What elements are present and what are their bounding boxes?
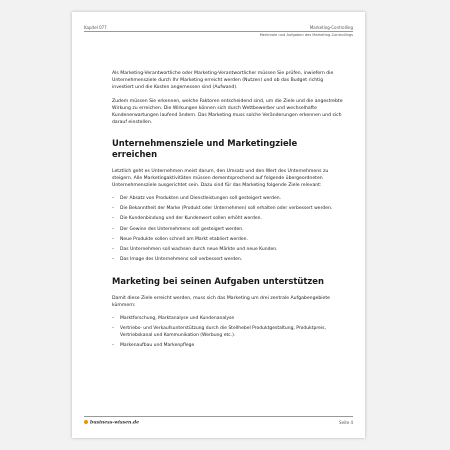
logo-text: business-wissen.de xyxy=(90,420,140,426)
footer-logo[interactable] xyxy=(84,420,139,426)
page-number: Seite 4 xyxy=(339,420,353,425)
goals-list xyxy=(112,196,343,264)
list-item: – Das Image des Unternehmens soll verbessert werden. xyxy=(112,257,343,264)
section-heading: Marketing bei seinen Aufgaben unterstützen xyxy=(112,275,324,286)
footer-rule xyxy=(84,416,353,417)
list-item: – Marktforschung, Marktanalyse und Kundenanalyse xyxy=(112,316,343,323)
section-heading: Unternehmensziele und Marketingziele erreichen xyxy=(112,138,298,159)
page-header xyxy=(84,25,353,45)
list-item: – Der Gewinn des Unternehmens soll gesteigert werden. xyxy=(112,227,343,234)
page-footer xyxy=(84,416,353,428)
list-item: – Der Absatz von Produkten und Dienstleistungen soll gesteigert werden. xyxy=(112,196,343,203)
list-item: – Das Unternehmen soll wachsen durch neue Märkte und neue Kunden. xyxy=(112,247,343,254)
document-page xyxy=(72,12,365,438)
tasks-list xyxy=(112,316,343,350)
logo-dot-icon xyxy=(84,420,88,424)
list-item: – Die Kundenbindung und der Kundenwert sollen erhöht werden. xyxy=(112,216,343,223)
list-item: – Markenaufbau und Markenpflege xyxy=(112,343,343,350)
section-intro: Damit diese Ziele erreicht werden, muss sich das Marketing um drei zentrale Aufgabengebiete kümmern: xyxy=(112,295,330,308)
paragraph: Zudem müssen Sie erkennen, welche Faktoren entscheidend sind, um die Ziele und die angestrebte Wirkung zu erreichen. Die Wirkungen können sich durch Wettbewerber und wechselhafte Kundenerwartungen laufend ändern. Das Marketing muss solche Veränderungen erkennen und sich darauf einstellen. xyxy=(112,99,343,125)
page-body xyxy=(112,70,343,355)
section-intro: Letztlich geht es Unternehmen meist darum, den Umsatz und den Wert des Unternehmens zu steigern. Alle Marketingaktivitäten müssen dementsprechend auf folgende übergeordneten Unternehmensziele ausgerichtet sein. Dazu sind für das Marketing folgende Ziele relevant: xyxy=(112,169,329,188)
header-subtitle: Merkmale und Aufgaben des Marketing-Controllings xyxy=(259,33,353,37)
paragraph: Als Marketing-Verantwortliche oder Marketing-Verantwortlicher müssen Sie prüfen, inwiefern die Unternehmensziele durch Ihr Marketing erreicht werden (Nutzen) und ob das Budget richtig investiert und die Kosten angemessen sind (Aufwand). xyxy=(112,71,334,90)
header-chapter: Kapitel 077 xyxy=(84,25,107,30)
list-item: – Die Bekanntheit der Marke (Produkt oder Unternehmen) soll erhalten oder verbessert werden. xyxy=(112,206,343,213)
header-title: Marketing-Controlling xyxy=(309,25,353,30)
header-rule xyxy=(84,31,353,32)
list-item: – Neue Produkte sollen schnell am Markt etabliert werden. xyxy=(112,237,343,244)
list-item: – Vertriebs- und Verkaufsunterstützung durch die Stellhebel Produktgestaltung, Produktpreis, Vertriebskanal und Kommunikation (Werbung etc.). xyxy=(112,326,343,339)
